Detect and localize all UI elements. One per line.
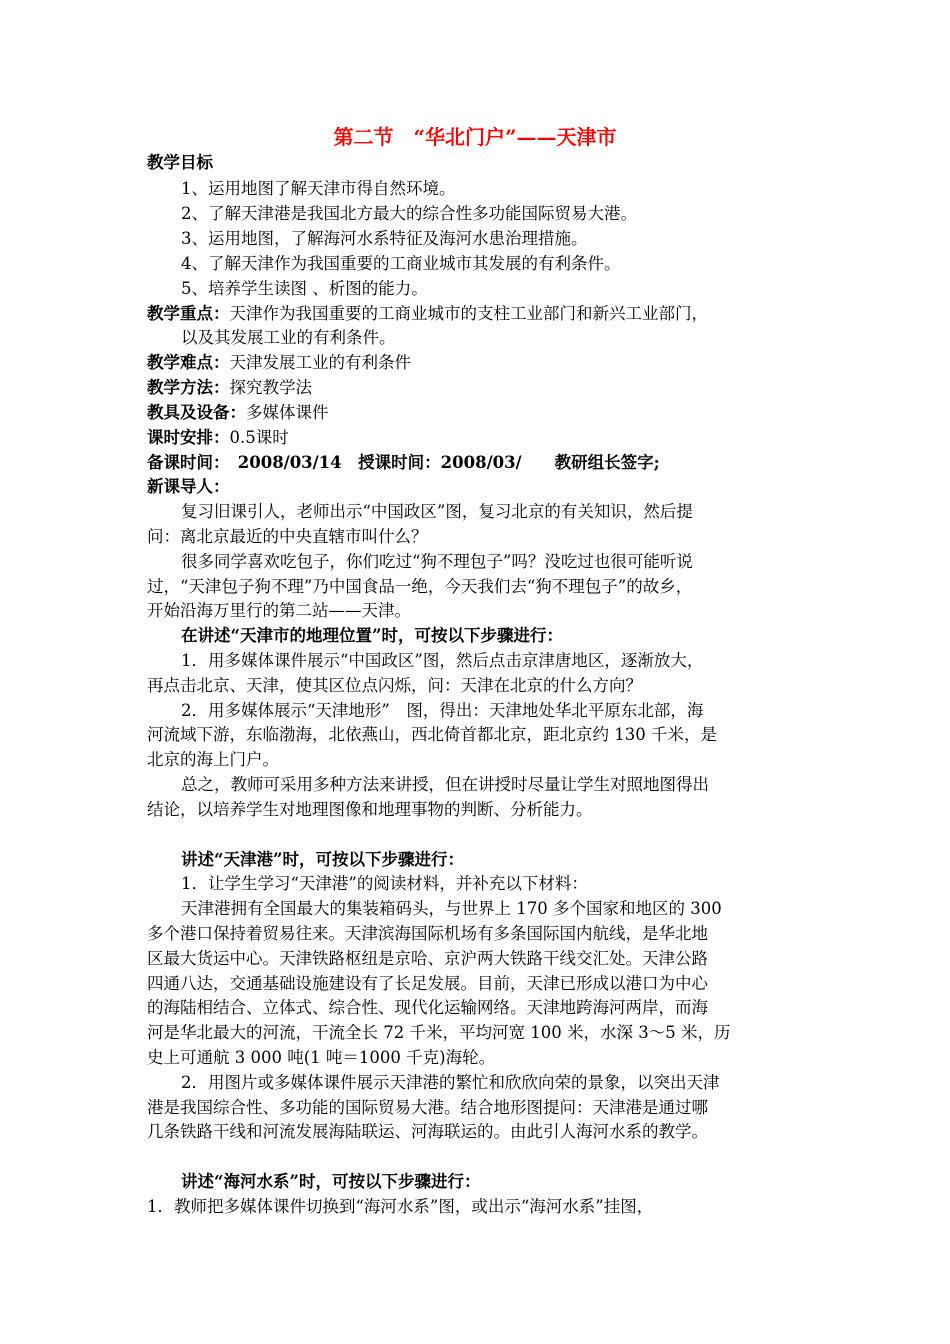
location-line-6: 总之，教师可采用多种方法来讲授，但在讲授时尽量让学生对照地图得出 (181, 775, 709, 794)
location-heading: 在讲述“天津市的地理位置”时，可按以下步骤进行： (181, 626, 563, 645)
port-line-3: 多个港口保持着贸易往来。天津滨海国际机场有多条国际国内航线，是华北地 (147, 924, 708, 943)
river-line-1: 1．教师把多媒体课件切换到“海河水系”图，或出示“海河水系”挂图， (147, 1197, 654, 1216)
key-points (147, 301, 708, 327)
location-line-5: 北京的海上门户。 (147, 750, 279, 769)
schedule-text: 0.5课时 (229, 428, 289, 447)
teaching-method (147, 375, 312, 401)
port-line-8: 史上可通航 3 000 吨(1 吨＝1000 千克)海轮。 (147, 1048, 496, 1067)
difficulty (147, 350, 411, 376)
location-line-1: 1．用多媒体课件展示“中国政区”图，然后点击京津唐地区，逐渐放大， (181, 651, 704, 670)
port-line-2: 天津港拥有全国最大的集装箱码头，与世界上 170 多个国家和地区的 300 (181, 899, 722, 918)
intro-line-4: 过，“天津包子狗不理”乃中国食品一绝，今天我们去“狗不理包子”的故乡， (147, 577, 693, 596)
prep-label: 备课时间： (147, 453, 222, 472)
difficulty-label: 教学难点： (147, 353, 230, 372)
intro-line-3: 很多同学喜欢吃包子，你们吃过“狗不理包子”吗？没吃过也很可能听说 (181, 552, 693, 571)
location-line-2: 再点击北京、天津，使其区位点闪烁，问：天津在北京的什么方向？ (147, 676, 642, 695)
port-line-4: 区最大货运中心。天津铁路枢纽是京哈、京沪两大铁路干线交汇处。天津公路 (147, 949, 708, 968)
objective-item-2: 2、了解天津港是我国北方最大的综合性多功能国际贸易大港。 (181, 204, 637, 223)
intro-line-5: 开始沿海万里行的第二站——天津。 (147, 601, 411, 620)
key-points-text: 天津作为我国重要的工商业城市的支柱工业部门和新兴工业部门， (229, 304, 708, 323)
port-line-9: 2．用图片或多媒体课件展示天津港的繁忙和欣欣向荣的景象，以突出天津 (181, 1073, 720, 1092)
port-line-7: 河是华北最大的河流，干流全长 72 千米，平均河宽 100 米，水深 3～5 米，历 (147, 1023, 731, 1042)
schedule-label: 课时安排： (147, 428, 230, 447)
intro-line-1: 复习旧课引人，老师出示“中国政区”图，复习北京的有关知识，然后提 (181, 502, 693, 521)
page-title: 第二节 “华北门户”——天津市 (333, 125, 617, 149)
objective-item-5: 5、培养学生读图 、析图的能力。 (181, 279, 428, 298)
objective-item-1: 1、运用地图了解天津市得自然环境。 (181, 179, 456, 198)
key-points-label: 教学重点： (147, 304, 230, 323)
river-heading: 讲述“海河水系”时，可按以下步骤进行： (181, 1172, 481, 1191)
schedule (147, 425, 289, 451)
prep-text: 2008/03/14 授课时间：2008/03/ 教研组长签字; (221, 453, 660, 472)
difficulty-text: 天津发展工业的有利条件 (229, 353, 411, 372)
port-line-10: 港是我国综合性、多功能的国际贸易大港。结合地形图提问：天津港是通过哪 (147, 1098, 708, 1117)
port-line-1: 1．让学生学习“天津港”的阅读材料，并补充以下材料： (181, 874, 588, 893)
method-label: 教学方法： (147, 378, 230, 397)
location-line-7: 结论，以培养学生对地理图像和地理事物的判断、分析能力。 (147, 800, 593, 819)
key-points-continuation: 以及其发展工业的有利条件。 (181, 328, 396, 347)
objective-item-4: 4、了解天津作为我国重要的工商业城市其发展的有利条件。 (181, 254, 621, 273)
objectives-heading: 教学目标 (147, 153, 213, 172)
location-line-3: 2．用多媒体展示“天津地形” 图，得出：天津地处华北平原东北部，海 (181, 701, 704, 720)
equipment-label: 教具及设备： (147, 403, 246, 422)
port-line-6: 的海陆相结合、立体式、综合性、现代化运输网络。天津地跨海河两岸，而海 (147, 998, 708, 1017)
intro-heading: 新课导人： (147, 477, 230, 496)
prep-time (147, 450, 660, 476)
equipment-text: 多媒体课件 (246, 403, 329, 422)
port-line-5: 四通八达，交通基础设施建设有了长足发展。目前，天津已形成以港口为中心 (147, 974, 708, 993)
port-line-11: 几条铁路干线和河流发展海陆联运、河海联运的。由此引人海河水系的教学。 (147, 1122, 708, 1141)
equipment (147, 400, 329, 426)
port-heading: 讲述“天津港”时，可按以下步骤进行： (181, 850, 464, 869)
location-line-4: 河流域下游，东临渤海，北依燕山，西北倚首都北京，距北京约 130 千米，是 (147, 725, 717, 744)
method-text: 探究教学法 (229, 378, 312, 397)
intro-line-2: 问：离北京最近的中央直辖市叫什么？ (147, 527, 428, 546)
objective-item-3: 3、运用地图，了解海河水系特征及海河水患治理措施。 (181, 229, 588, 248)
